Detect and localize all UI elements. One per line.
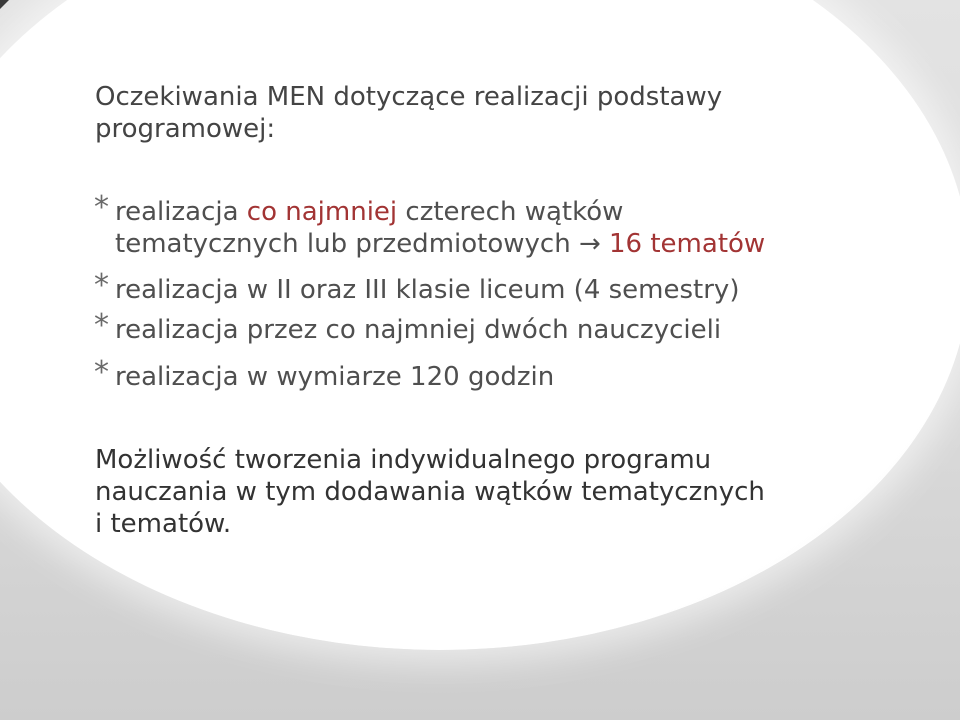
bullet-marker: * (94, 268, 109, 303)
closing-line: Możliwość tworzenia indywidualnego programu (95, 445, 712, 475)
heading-line: Oczekiwania MEN dotyczące realizacji podstawy (95, 82, 723, 112)
bullet-item (94, 268, 740, 306)
bullet-text: czterech wątków (405, 197, 624, 227)
bullet-text: realizacja przez co najmniej dwóch nauczycieli (115, 315, 722, 345)
bullet-item (94, 190, 766, 260)
bullet-highlight: 16 tematów (609, 229, 766, 259)
bullet-line (115, 228, 765, 260)
bullet-text: realizacja w II oraz III klasie liceum (4 semestry) (115, 275, 740, 305)
bullet-highlight: co najmniej (246, 197, 398, 227)
bullet-line (115, 196, 765, 228)
slide-heading (95, 81, 722, 145)
closing-paragraph (95, 444, 765, 540)
bullet-marker: * (94, 308, 109, 343)
closing-line: i tematów. (95, 509, 232, 539)
bullet-text: realizacja (115, 197, 239, 227)
corner-mark (0, 0, 9, 9)
bullet-marker: * (94, 190, 109, 225)
bullet-text: realizacja w wymiarze 120 godzin (115, 362, 555, 392)
bullet-item (94, 308, 722, 346)
closing-line: nauczania w tym dodawania wątków tematycznych (95, 477, 765, 507)
heading-line: programowej: (95, 114, 276, 144)
bullet-text: tematycznych lub przedmiotowych (115, 229, 571, 259)
arrow-icon: → (578, 229, 601, 259)
bullet-item (94, 355, 555, 393)
bullet-marker: * (94, 355, 109, 390)
